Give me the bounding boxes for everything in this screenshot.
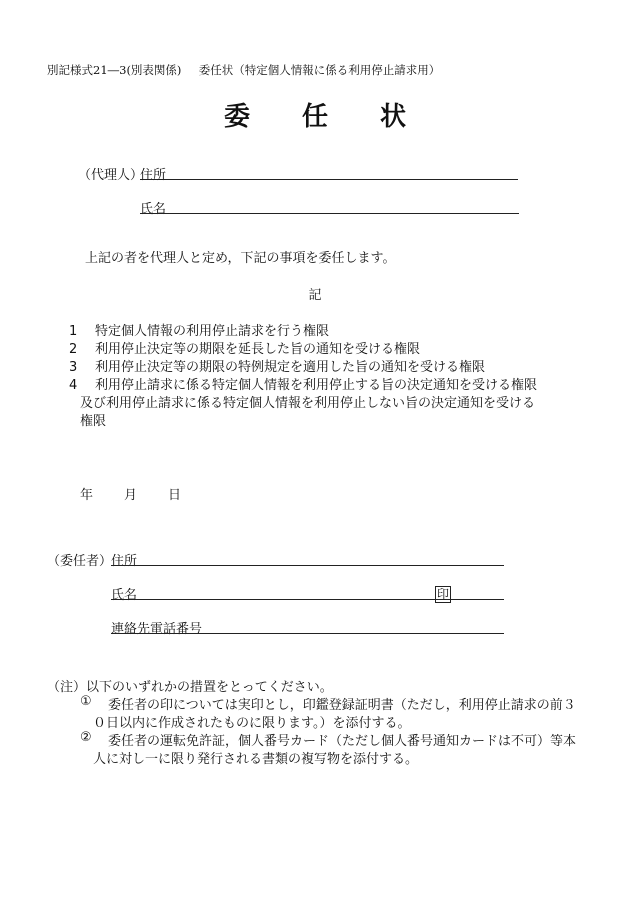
form-number-label: 別記様式21―3(別表関係) [47, 63, 182, 77]
page-title: 委任状 [223, 102, 458, 132]
form-header [47, 62, 440, 78]
date-row [80, 484, 212, 503]
note-item-2-line-2: 人に対し一に限り発行される書類の複写物を添付する。 [93, 752, 419, 767]
agent-address-line[interactable] [140, 179, 518, 180]
principal-address-label: 住所 [111, 554, 138, 569]
date-day-label: 日 [168, 488, 182, 503]
agent-name-line[interactable] [140, 213, 519, 214]
list-item [69, 374, 537, 393]
seal-mark [435, 583, 451, 603]
form-header-title: 委任状（特定個人情報に係る利用停止請求用） [198, 63, 441, 77]
item-number: 4 [69, 378, 78, 393]
list-item [69, 320, 329, 339]
note-item-2-mark: ② [80, 730, 92, 745]
item-4-continuation-end: 権限 [80, 414, 107, 429]
item-text: 利用停止決定等の期限の特例規定を適用した旨の通知を受ける権限 [95, 360, 486, 375]
note-lead: （注）以下のいずれかの措置をとってください。 [47, 680, 333, 695]
agent-role-label: （代理人） [78, 168, 144, 183]
note-item-1-line-2: ０日以内に作成されたものに限ります。）を添付する。 [93, 716, 411, 731]
delegation-statement: 上記の者を代理人と定め，下記の事項を委任します。 [85, 251, 396, 266]
principal-role-label: （委任者） [47, 554, 113, 569]
item-number: 1 [69, 324, 78, 339]
seal-label: 印 [437, 587, 450, 601]
list-item [69, 338, 420, 357]
agent-address-label: 住所 [140, 168, 167, 183]
note-item-1-line-1: 委任者の印については実印とし，印鑑登録証明書（ただし，利用停止請求の前３ [108, 698, 576, 713]
list-item [69, 356, 485, 375]
agent-name-label: 氏名 [140, 202, 167, 217]
ki-label: 記 [308, 288, 322, 303]
item-text: 利用停止請求に係る特定個人情報を利用停止する旨の決定通知を受ける権限 [95, 378, 538, 393]
principal-phone-line[interactable] [111, 633, 504, 634]
principal-address-line[interactable] [111, 565, 504, 566]
item-text: 利用停止決定等の期限を延長した旨の通知を受ける権限 [95, 342, 421, 357]
principal-name-label: 氏名 [111, 588, 138, 603]
date-year-label: 年 [80, 488, 94, 503]
note-item-1-mark: ① [80, 694, 92, 709]
principal-phone-label: 連絡先電話番号 [111, 622, 203, 637]
item-4-continuation: 及び利用停止請求に係る特定個人情報を利用停止しない旨の決定通知を受ける [80, 396, 536, 411]
note-item-2-line-1: 委任者の運転免許証，個人番号カード（ただし個人番号通知カードは不可）等本 [108, 734, 577, 749]
item-number: 3 [69, 360, 78, 375]
item-text: 特定個人情報の利用停止請求を行う権限 [95, 324, 330, 339]
item-number: 2 [69, 342, 78, 357]
date-month-label: 月 [124, 488, 138, 503]
